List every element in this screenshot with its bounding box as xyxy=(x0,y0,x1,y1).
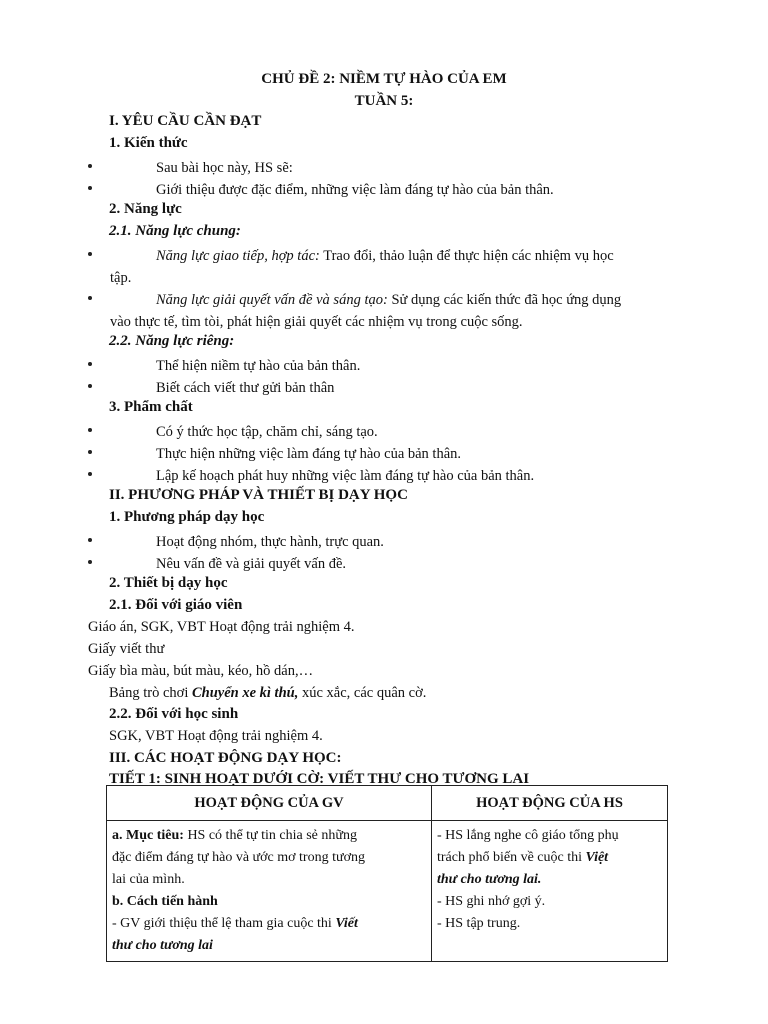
list-item-text: Biết cách viết thư gửi bản thân xyxy=(156,380,335,396)
lesson-1-heading: TIẾT 1: SINH HOẠT DƯỚI CỜ: VIẾT THƯ CHO TƯƠNG LAI xyxy=(109,771,530,787)
competence-label: Năng lực giải quyết vấn đề và sáng tạo: xyxy=(156,292,388,308)
specific-competence-heading: 2.2. Năng lực riêng: xyxy=(109,333,235,349)
knowledge-heading: 1. Kiến thức xyxy=(109,135,188,151)
equipment-heading: 2. Thiết bị dạy học xyxy=(109,575,228,591)
cell-line: - HS lắng nghe cô giáo tổng phụ xyxy=(437,828,619,843)
contest-name-continued: thư cho tương lai xyxy=(112,938,213,953)
teacher-equipment-line: Giấy bìa màu, bút màu, kéo, hồ dán,… xyxy=(88,663,314,679)
section-3-heading: III. CÁC HOẠT ĐỘNG DẠY HỌC: xyxy=(109,750,342,766)
game-board-prefix: Bảng trò chơi xyxy=(109,685,192,701)
cell-line: - HS tập trung. xyxy=(437,916,521,931)
list-item-text: Giới thiệu được đặc điểm, những việc làm đáng tự hào của bản thân. xyxy=(156,182,554,198)
game-board-line xyxy=(109,685,426,702)
week-title: TUẦN 5: xyxy=(354,93,414,109)
competence-desc: Sử dụng các kiến thức đã học ứng dụng xyxy=(387,292,622,308)
bullet-icon xyxy=(88,186,92,190)
cell-line xyxy=(112,935,426,957)
list-item-text xyxy=(110,289,696,333)
list-item-text: Thực hiện những việc làm đáng tự hào của bản thân. xyxy=(156,446,462,462)
activities-table xyxy=(106,785,668,962)
student-activity-cell xyxy=(432,821,668,962)
list-item-text: Hoạt động nhóm, thực hành, trực quan. xyxy=(156,534,384,550)
cell-text: trách phổ biến về cuộc thi xyxy=(437,850,586,865)
general-competence-heading: 2.1. Năng lực chung: xyxy=(109,223,241,239)
topic-title: CHỦ ĐỀ 2: NIỀM TỰ HÀO CỦA EM xyxy=(261,71,507,87)
student-activity-header: HOẠT ĐỘNG CỦA HS xyxy=(432,786,668,821)
bullet-icon xyxy=(88,362,92,366)
student-equipment-heading: 2.2. Đối với học sinh xyxy=(109,706,239,722)
list-item-text: Sau bài học này, HS sẽ: xyxy=(156,160,293,176)
competence-desc-continued: tập. xyxy=(110,270,132,286)
list-item-text xyxy=(110,245,696,289)
procedure-label-text: b. Cách tiến hành xyxy=(112,894,218,909)
competence-heading: 2. Năng lực xyxy=(109,201,182,217)
bullet-icon xyxy=(88,472,92,476)
cell-line xyxy=(437,847,662,869)
contest-name-continued: thư cho tương lai. xyxy=(437,872,542,887)
cell-line xyxy=(437,869,662,891)
game-board-suffix: xúc xắc, các quân cờ. xyxy=(298,685,427,701)
competence-label: Năng lực giao tiếp, hợp tác: xyxy=(156,248,320,264)
cell-line: lai của mình. xyxy=(112,872,185,887)
procedure-label xyxy=(112,891,426,913)
step-text: - GV giới thiệu thể lệ tham gia cuộc thi xyxy=(112,916,336,931)
competence-desc-continued: vào thực tế, tìm tòi, phát hiện giải quyết các nhiệm vụ trong cuộc sống. xyxy=(110,314,523,330)
list-item-text: Nêu vấn đề và giải quyết vấn đề. xyxy=(156,556,347,572)
table-header-row xyxy=(107,786,668,821)
cell-line: đặc điểm đáng tự hào và ước mơ trong tương xyxy=(112,850,365,865)
bullet-icon xyxy=(88,560,92,564)
bullet-icon xyxy=(88,428,92,432)
contest-name: Viết xyxy=(335,916,358,931)
teacher-activity-cell xyxy=(107,821,432,962)
teacher-equipment-line: Giấy viết thư xyxy=(88,641,165,657)
bullet-icon xyxy=(88,296,92,300)
cell-line xyxy=(112,913,426,935)
bullet-icon xyxy=(88,384,92,388)
teacher-activity-header: HOẠT ĐỘNG CỦA GV xyxy=(107,786,432,821)
list-item-text: Thể hiện niềm tự hào của bản thân. xyxy=(156,358,361,374)
qualities-heading: 3. Phẩm chất xyxy=(109,399,193,415)
objective-text: HS có thể tự tin chia sẻ những xyxy=(183,828,357,843)
bullet-icon xyxy=(88,450,92,454)
table-row xyxy=(107,821,668,962)
list-item-text: Có ý thức học tập, chăm chỉ, sáng tạo. xyxy=(156,424,378,440)
cell-line: - HS ghi nhớ gợi ý. xyxy=(437,894,546,909)
bullet-icon xyxy=(88,538,92,542)
bullet-icon xyxy=(88,164,92,168)
section-1-heading: I. YÊU CẦU CẦN ĐẠT xyxy=(109,113,262,129)
method-heading: 1. Phương pháp dạy học xyxy=(109,509,265,525)
competence-desc: Trao đổi, thảo luận để thực hiện các nhiệm vụ học xyxy=(319,248,614,264)
game-name: Chuyển xe kì thú, xyxy=(191,685,299,701)
student-equipment-line: SGK, VBT Hoạt động trải nghiệm 4. xyxy=(109,728,323,744)
teacher-equipment-heading: 2.1. Đối với giáo viên xyxy=(109,597,243,613)
objective-label: a. Mục tiêu: xyxy=(112,828,184,843)
list-item-text: Lập kế hoạch phát huy những việc làm đáng tự hào của bản thân. xyxy=(156,468,535,484)
teacher-equipment-line: Giáo án, SGK, VBT Hoạt động trải nghiệm 4. xyxy=(88,619,355,635)
bullet-icon xyxy=(88,252,92,256)
contest-name: Việt xyxy=(585,850,609,865)
cell-line xyxy=(112,825,426,847)
section-2-heading: II. PHƯƠNG PHÁP VÀ THIẾT BỊ DẠY HỌC xyxy=(109,487,408,503)
